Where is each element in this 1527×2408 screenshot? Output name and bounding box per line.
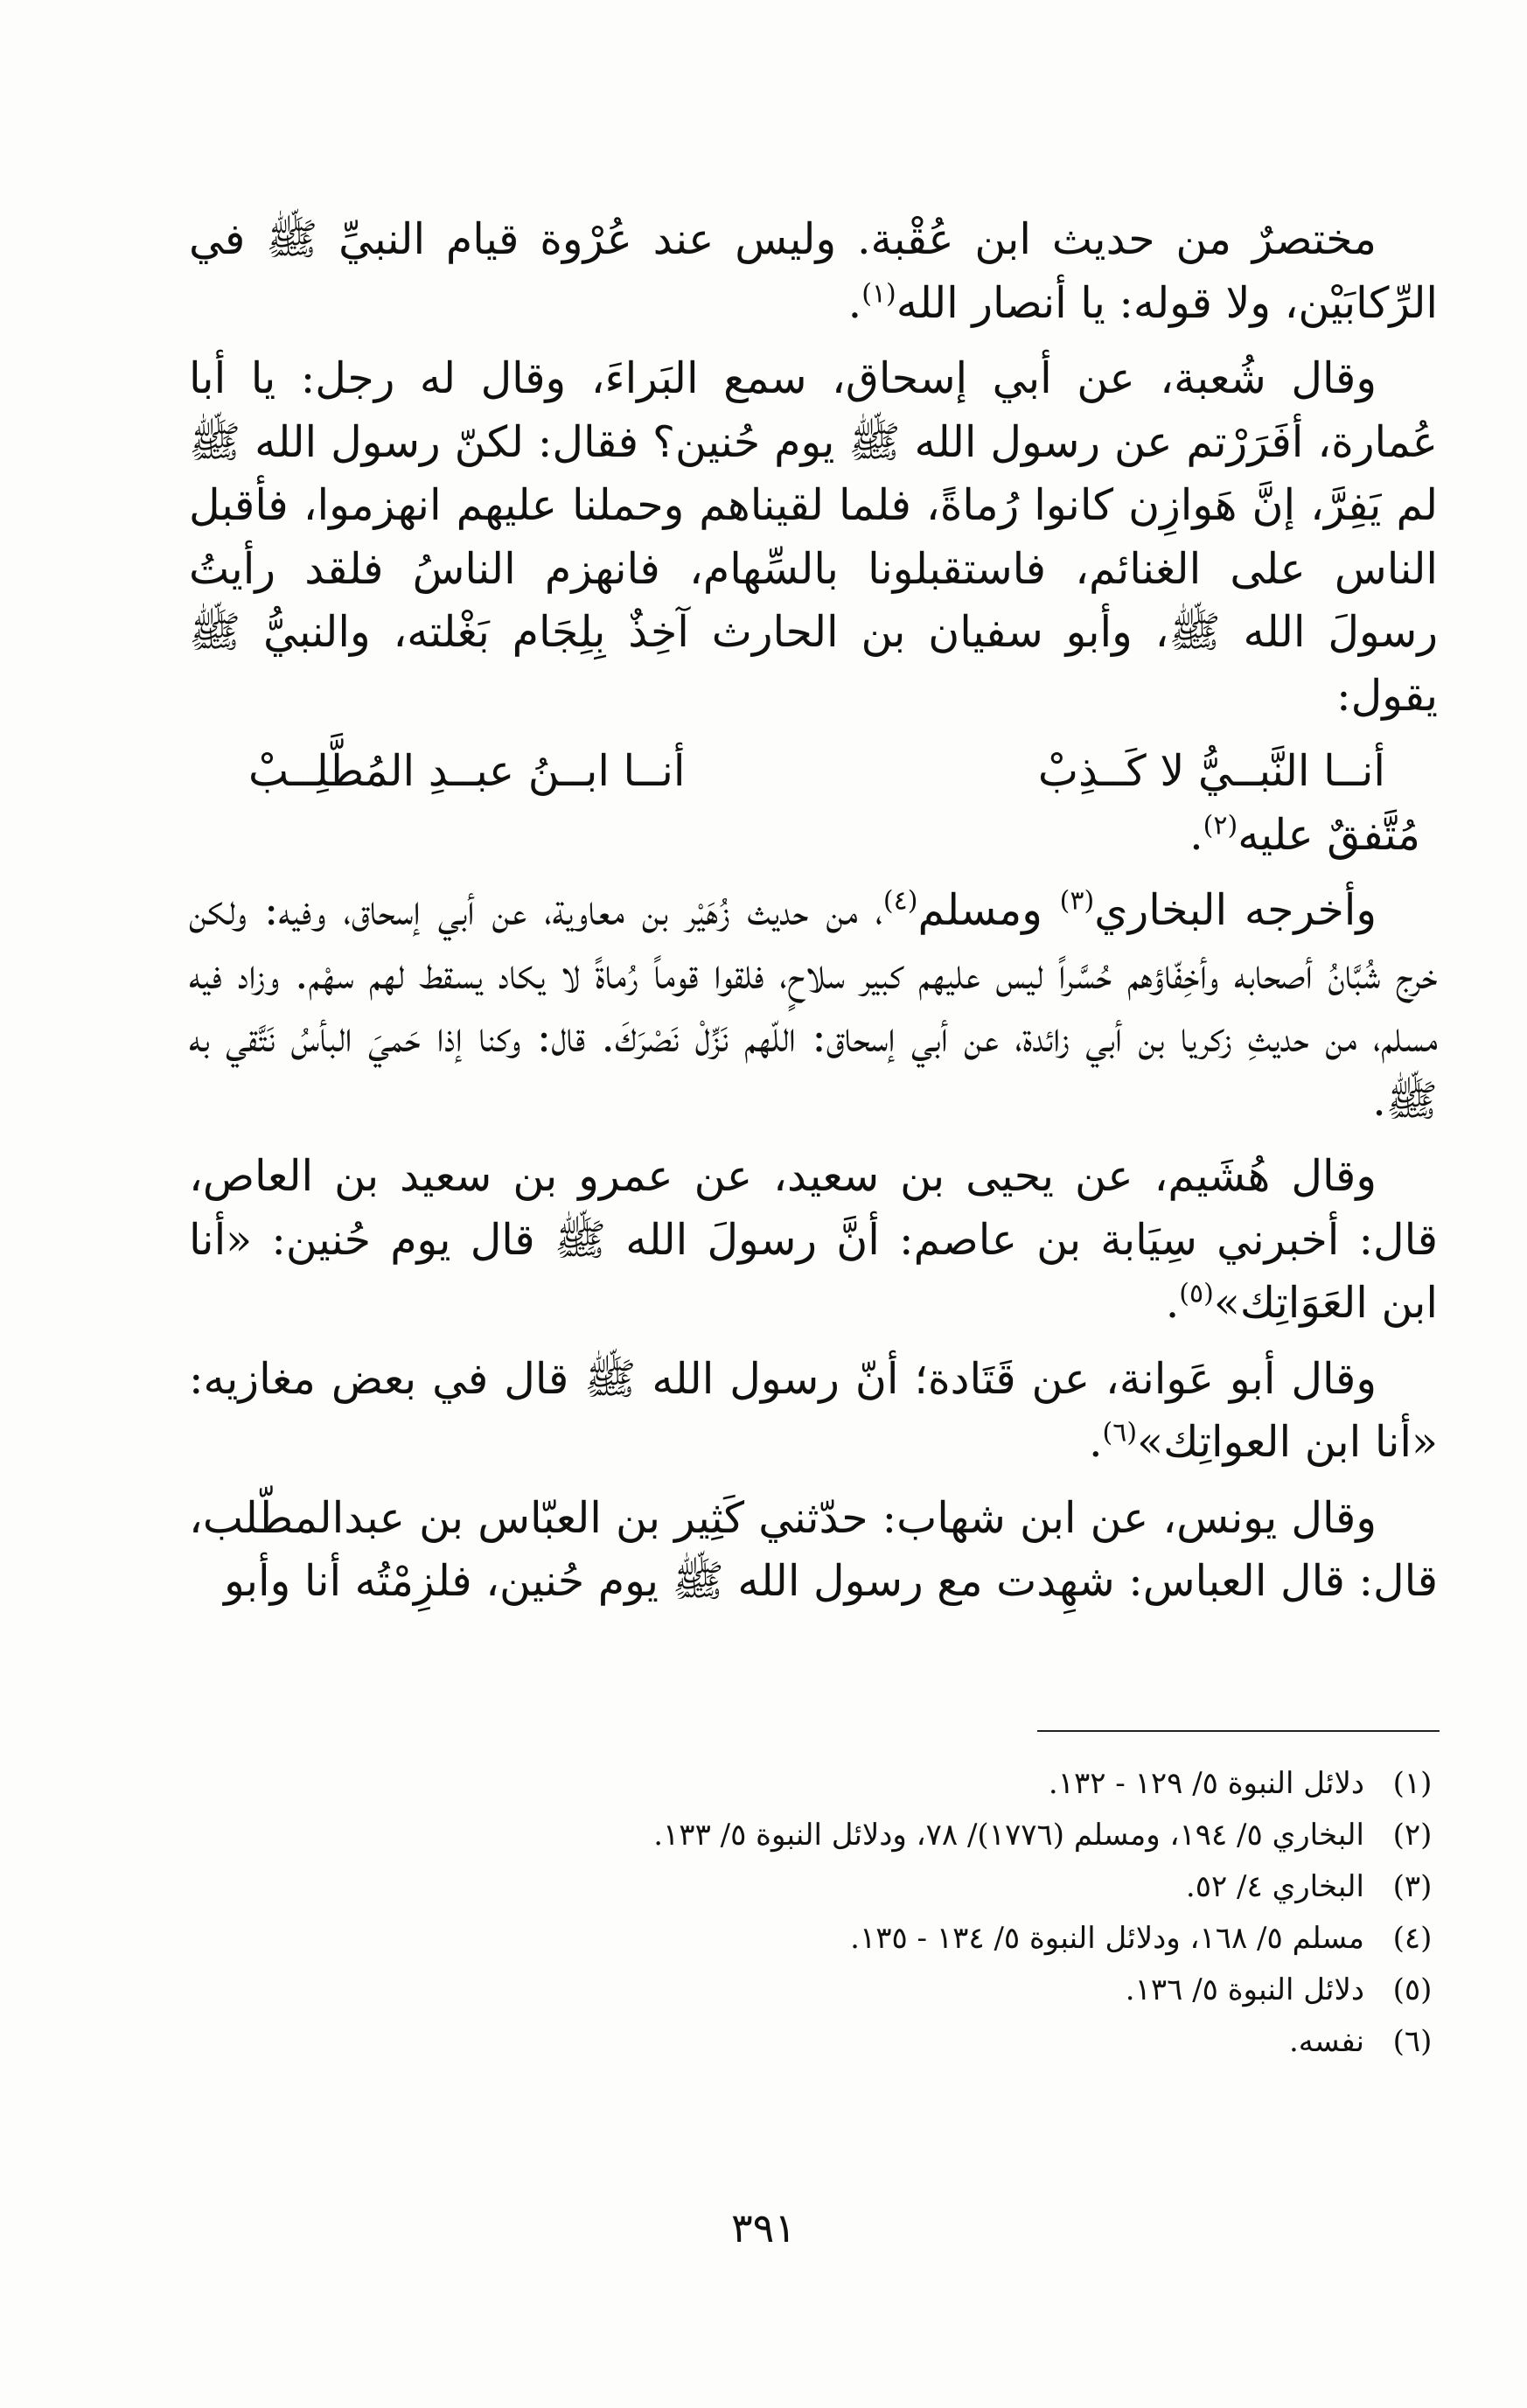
paragraph-5-text: وقال أبو عَوانة، عن قَتَادة؛ أنّ رسول الله ﷺ قال في بعض مغازيه: «أنا ابن العواتِك» [189, 1353, 1438, 1467]
footnote-number: (٣) [1392, 1869, 1433, 1904]
footnote-item [189, 1810, 1438, 1861]
footnote-ref-1: (١) [861, 278, 896, 310]
footnote-ref-2: (٢) [1203, 810, 1238, 841]
footnote-divider [1037, 1730, 1440, 1732]
paragraph-4 [189, 1145, 1438, 1336]
paragraph-5 [189, 1348, 1438, 1475]
verse-source [189, 804, 1438, 868]
footnote-item [189, 1758, 1438, 1810]
footnote-item [189, 1965, 1438, 2016]
paragraph-2-text: وقال شُعبة، عن أبي إسحاق، سمع البَراءَ، وقال له رجل: يا أبا عُمارة، أفَرَرْتم عن رسول الله ﷺ يوم حُنين؟ فقال: لكنّ رسول الله ﷺ لم يَفِرَّ، إنَّ هَوازِن كانوا رُماةً، فلما لقيناهم وحملنا عليهم انهزموا، فأقبل الناس على الغنائم، فاستقبلونا بالسِّهام، فانهزم الناسُ فلقد رأيتُ رسولَ الله ﷺ، وأبو سفيان بن الحارث آخِذٌ بِلِجَام بَغْلته، والنبيُّ ﷺ يقول: [189, 353, 1438, 721]
verse [248, 740, 1385, 804]
paragraph-3-text-c: ، من حديث زُهَيْر بن معاوية، عن أبي إسحاق، وفيه: ولكن خرج شُبَّانُ أصحابه وأخِفّاؤهم حُسَّراً ليس عليهم كبير سلاحٍ، فلقوا قوماً رُماةً لا يكاد يسقط لهم سهْم. وزاد فيه مسلم، من حديثِ زكريا بن أبي زائدة، عن أبي إسحاق: اللّهم نَزِّلْ نَصْرَكَ. قال: وكنا إذا حَميَ البأسُ نَتَّقي به ﷺ. [189, 885, 1438, 1126]
footnote-ref-3: (٣) [1059, 885, 1095, 917]
main-text [189, 208, 1438, 1626]
paragraph-2 [189, 347, 1438, 728]
paragraph-1-end: . [847, 277, 862, 328]
paragraph-1 [189, 208, 1438, 335]
footnote-text: دلائل النبوة ٥/ ١٣٦. [1125, 1972, 1364, 2007]
footnote-item [189, 1913, 1438, 1965]
footnote-number: (٤) [1392, 1921, 1433, 1956]
verse-source-text: مُتَّفقٌ عليه [1238, 809, 1420, 860]
verse-source-end: . [1189, 809, 1203, 860]
paragraph-1-text: مختصرٌ من حديث ابن عُقْبة. وليس عند عُرْوة قيام النبيِّ ﷺ في الرِّكابَيْن، ولا قوله: يا أنصار الله [189, 214, 1438, 328]
footnote-ref-5: (٥) [1179, 1278, 1214, 1309]
paragraph-4-text: وقال هُشَيم، عن يحيى بن سعيد، عن عمرو بن سعيد بن العاص، قال: أخبرني سِيَابة بن عاصم: أنَّ رسولَ الله ﷺ قال يوم حُنين: «أنا ابن العَوَاتِك» [189, 1151, 1438, 1328]
footnote-ref-4: (٤) [882, 885, 918, 917]
footnote-ref-6: (٦) [1102, 1417, 1138, 1448]
footnote-item [189, 2016, 1438, 2068]
footnote-number: (٢) [1392, 1818, 1433, 1853]
footnote-text: مسلم ٥/ ١٦٨، ودلائل النبوة ٥/ ١٣٤ - ١٣٥. [850, 1921, 1364, 1956]
paragraph-6 [189, 1487, 1438, 1614]
footnote-text: البخاري ٤/ ٥٢. [1185, 1869, 1364, 1904]
footnote-text: نفسه. [1288, 2024, 1364, 2059]
footnote-number: (١) [1392, 1766, 1433, 1801]
footnote-text: دلائل النبوة ٥/ ١٢٩ - ١٣٢. [1048, 1766, 1364, 1801]
footnote-text: البخاري ٥/ ١٩٤، ومسلم (١٧٧٦)/ ٧٨، ودلائل النبوة ٥/ ١٣٣. [653, 1818, 1364, 1853]
paragraph-3 [189, 879, 1438, 1133]
footnotes [189, 1758, 1438, 2068]
paragraph-5-end: . [1088, 1417, 1103, 1467]
paragraph-3-text-a: وأخرجه البخاري [1094, 885, 1377, 935]
verse-second-hemistich: أنــا ابــنُ عبــدِ المُطَّلِــبْ [248, 746, 686, 796]
verse-first-hemistich: أنــا النَّبــيُّ لا كَــذِبْ [1037, 746, 1385, 796]
footnote-number: (٦) [1392, 2024, 1433, 2059]
paragraph-3-text-b: ومسلم [917, 885, 1060, 935]
page-number: ٣٩١ [730, 2204, 797, 2251]
footnote-number: (٥) [1392, 1972, 1433, 2007]
footnote-item [189, 1861, 1438, 1913]
paragraph-4-end: . [1165, 1278, 1180, 1328]
paragraph-6-text: وقال يونس، عن ابن شهاب: حدّثني كَثِير بن العبّاس بن عبدالمطّلب، قال: قال العباس: شهِدت مع رسول الله ﷺ يوم حُنين، فلزِمْتُه أنا وأبو [189, 1492, 1438, 1606]
